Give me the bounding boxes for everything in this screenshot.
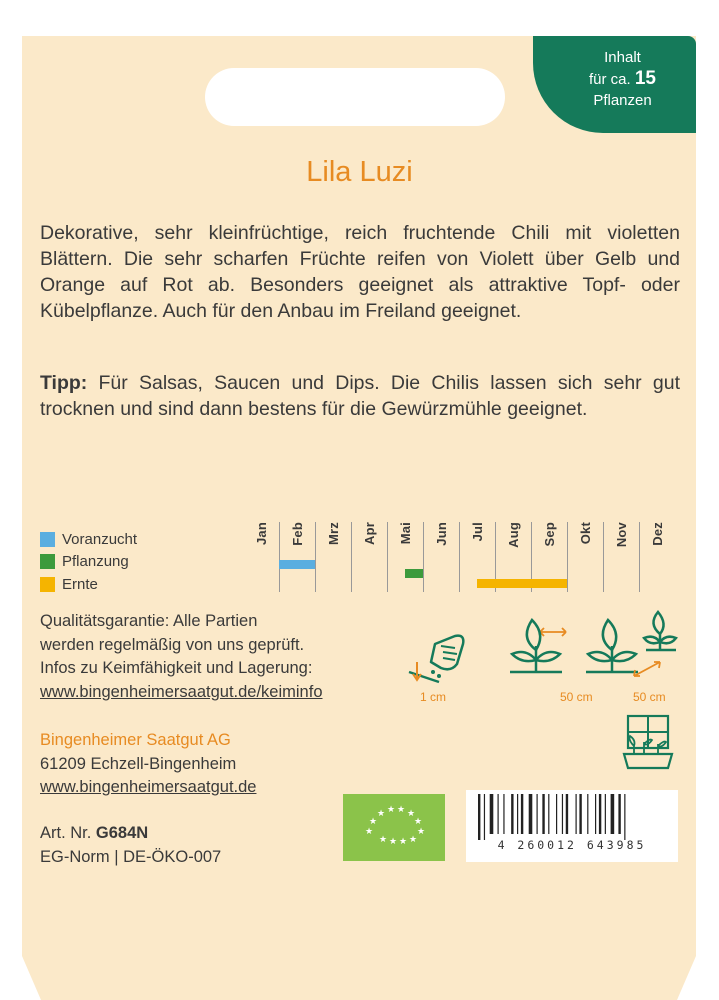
barcode-bar: [595, 794, 596, 834]
month-feb: [279, 522, 315, 580]
month-label: Jul: [469, 522, 485, 542]
svg-text:★: ★: [396, 805, 406, 815]
month-divider: [423, 522, 424, 592]
svg-text:★: ★: [388, 837, 398, 847]
month-mrz: [315, 522, 351, 580]
barcode-bar: [562, 794, 563, 834]
svg-text:★: ★: [368, 817, 378, 827]
barcode-bar: [605, 794, 606, 834]
eg-norm: EG-Norm | DE-ÖKO-007: [40, 847, 222, 866]
company-name: Bingenheimer Saatgut AG: [40, 731, 231, 749]
month-label: Jan: [253, 522, 269, 546]
month-divider: [459, 522, 460, 592]
variety-description: Dekorative, sehr kleinfrüchtige, reich fruchtende Chili mit violetten Blättern. Die sehr scharfen Früchte reifen von Violett über Gelb und Orange auf Rot ab. Besonders geeignet als attraktive Topf- oder Kübelpflanze. Auch für den Anbau im Freiland geeignet.: [40, 222, 680, 322]
month-divider: [567, 522, 568, 592]
svg-text:★: ★: [408, 835, 418, 845]
month-divider: [603, 522, 604, 592]
month-label: Mrz: [325, 522, 341, 545]
ernte-bar: [477, 579, 567, 588]
month-label: Mai: [397, 522, 413, 545]
hanging-hole: [205, 68, 505, 126]
month-label: Feb: [289, 522, 305, 546]
month-sep: [531, 522, 567, 580]
month-jul: [459, 522, 495, 580]
month-apr: [351, 522, 387, 580]
eu-organic-logo: [343, 794, 445, 861]
tip-text: Für Salsas, Saucen und Dips. Die Chilis lassen sich sehr gut trocknen und sind dann bestens für die Gewürzmühle geeignet.: [40, 372, 680, 420]
ernte-swatch: [40, 577, 55, 592]
svg-text:★: ★: [398, 837, 408, 847]
month-divider: [351, 522, 352, 592]
barcode-bar: [503, 794, 504, 834]
barcode-bar: [511, 794, 513, 834]
barcode-bar: [490, 794, 494, 834]
badge-line-1: Inhalt: [604, 49, 641, 66]
row-spacing-label: 50 cm: [560, 690, 593, 704]
sowing-depth-label: 1 cm: [420, 690, 447, 704]
barcode-bar: [498, 794, 499, 834]
barcode-bar: [537, 794, 538, 834]
calendar-legend: [40, 528, 137, 596]
badge-line-3: Pflanzen: [593, 92, 652, 109]
month-label: Apr: [361, 522, 377, 545]
svg-text:★: ★: [413, 817, 423, 827]
barcode-bar: [624, 794, 625, 840]
svg-text:★: ★: [376, 809, 386, 819]
badge-line-2: für ca. 15: [589, 68, 656, 89]
month-divider: [639, 522, 640, 592]
month-label: Jun: [433, 522, 449, 546]
plant-spacing-label: 50 cm: [633, 690, 666, 704]
barcode-bar: [484, 794, 485, 840]
barcode-bar: [548, 794, 549, 834]
article-block: [40, 822, 221, 869]
barcode-bar: [611, 794, 615, 834]
barcode-bar: [599, 794, 601, 834]
company-address: 61209 Echzell-Bingenheim: [40, 754, 237, 773]
barcode-bar: [521, 794, 523, 834]
sowing-calendar: [243, 522, 676, 592]
month-label: Nov: [613, 522, 629, 548]
month-jan: [243, 522, 279, 580]
article-number: Art. Nr. G684N: [40, 824, 149, 842]
month-okt: [567, 522, 603, 580]
barcode-number: 4 260012 643985: [497, 838, 647, 852]
svg-text:★: ★: [386, 805, 396, 815]
barcode-bar: [566, 794, 568, 834]
variety-title: Lila Luzi: [306, 156, 413, 188]
pflanzung-bar: [405, 569, 423, 578]
month-divider: [315, 522, 316, 592]
quality-guarantee: Qualitätsgarantie: Alle Partien werden regelmäßig von uns geprüft. Infos zu Keimfähigkeit und Lagerung: www.bingenheimersaatgut.de/keiminfo: [40, 610, 323, 704]
month-dez: [639, 522, 675, 580]
month-divider: [279, 522, 280, 592]
month-aug: [495, 522, 531, 580]
voranzucht-bar: [279, 560, 315, 569]
month-label: Sep: [541, 522, 557, 547]
barcode-bar: [576, 794, 577, 834]
window-pot-icon: [620, 714, 676, 772]
svg-text:★: ★: [406, 809, 416, 819]
tip-label: Tipp:: [40, 372, 88, 394]
barcode-bar: [542, 794, 544, 834]
month-jun: [423, 522, 459, 580]
month-nov: [603, 522, 639, 580]
barcode-bar: [618, 794, 620, 834]
legend-ernte: Ernte: [40, 573, 137, 596]
barcode-bar: [529, 794, 533, 834]
barcode-bar: [478, 794, 480, 840]
barcode-bar: [556, 794, 557, 834]
barcode-bar: [579, 794, 581, 834]
svg-text:★: ★: [364, 827, 374, 837]
barcode-bar: [517, 794, 518, 834]
month-divider: [387, 522, 388, 592]
month-label: Okt: [577, 522, 593, 545]
svg-text:★: ★: [378, 835, 388, 845]
month-label: Aug: [505, 522, 521, 548]
company-website-link[interactable]: www.bingenheimersaatgut.de: [40, 778, 257, 796]
barcode-bar: [587, 794, 588, 834]
voranzucht-swatch: [40, 532, 55, 547]
badge-count: 15: [634, 68, 656, 89]
barcode-bars: [466, 794, 678, 840]
keiminfo-link[interactable]: www.bingenheimersaatgut.de/keiminfo: [40, 682, 323, 701]
company-block: [40, 729, 256, 800]
month-label: Dez: [649, 522, 665, 546]
sowing-hand-icon: [405, 628, 470, 686]
legend-voranzucht: Voranzucht: [40, 528, 137, 551]
plant-spacing-icon: [508, 610, 678, 682]
legend-pflanzung: Pflanzung: [40, 551, 137, 574]
eu-organic-leaf-icon: [343, 794, 445, 861]
tip-paragraph: [40, 370, 680, 422]
svg-text:★: ★: [416, 827, 426, 837]
pflanzung-swatch: [40, 554, 55, 569]
